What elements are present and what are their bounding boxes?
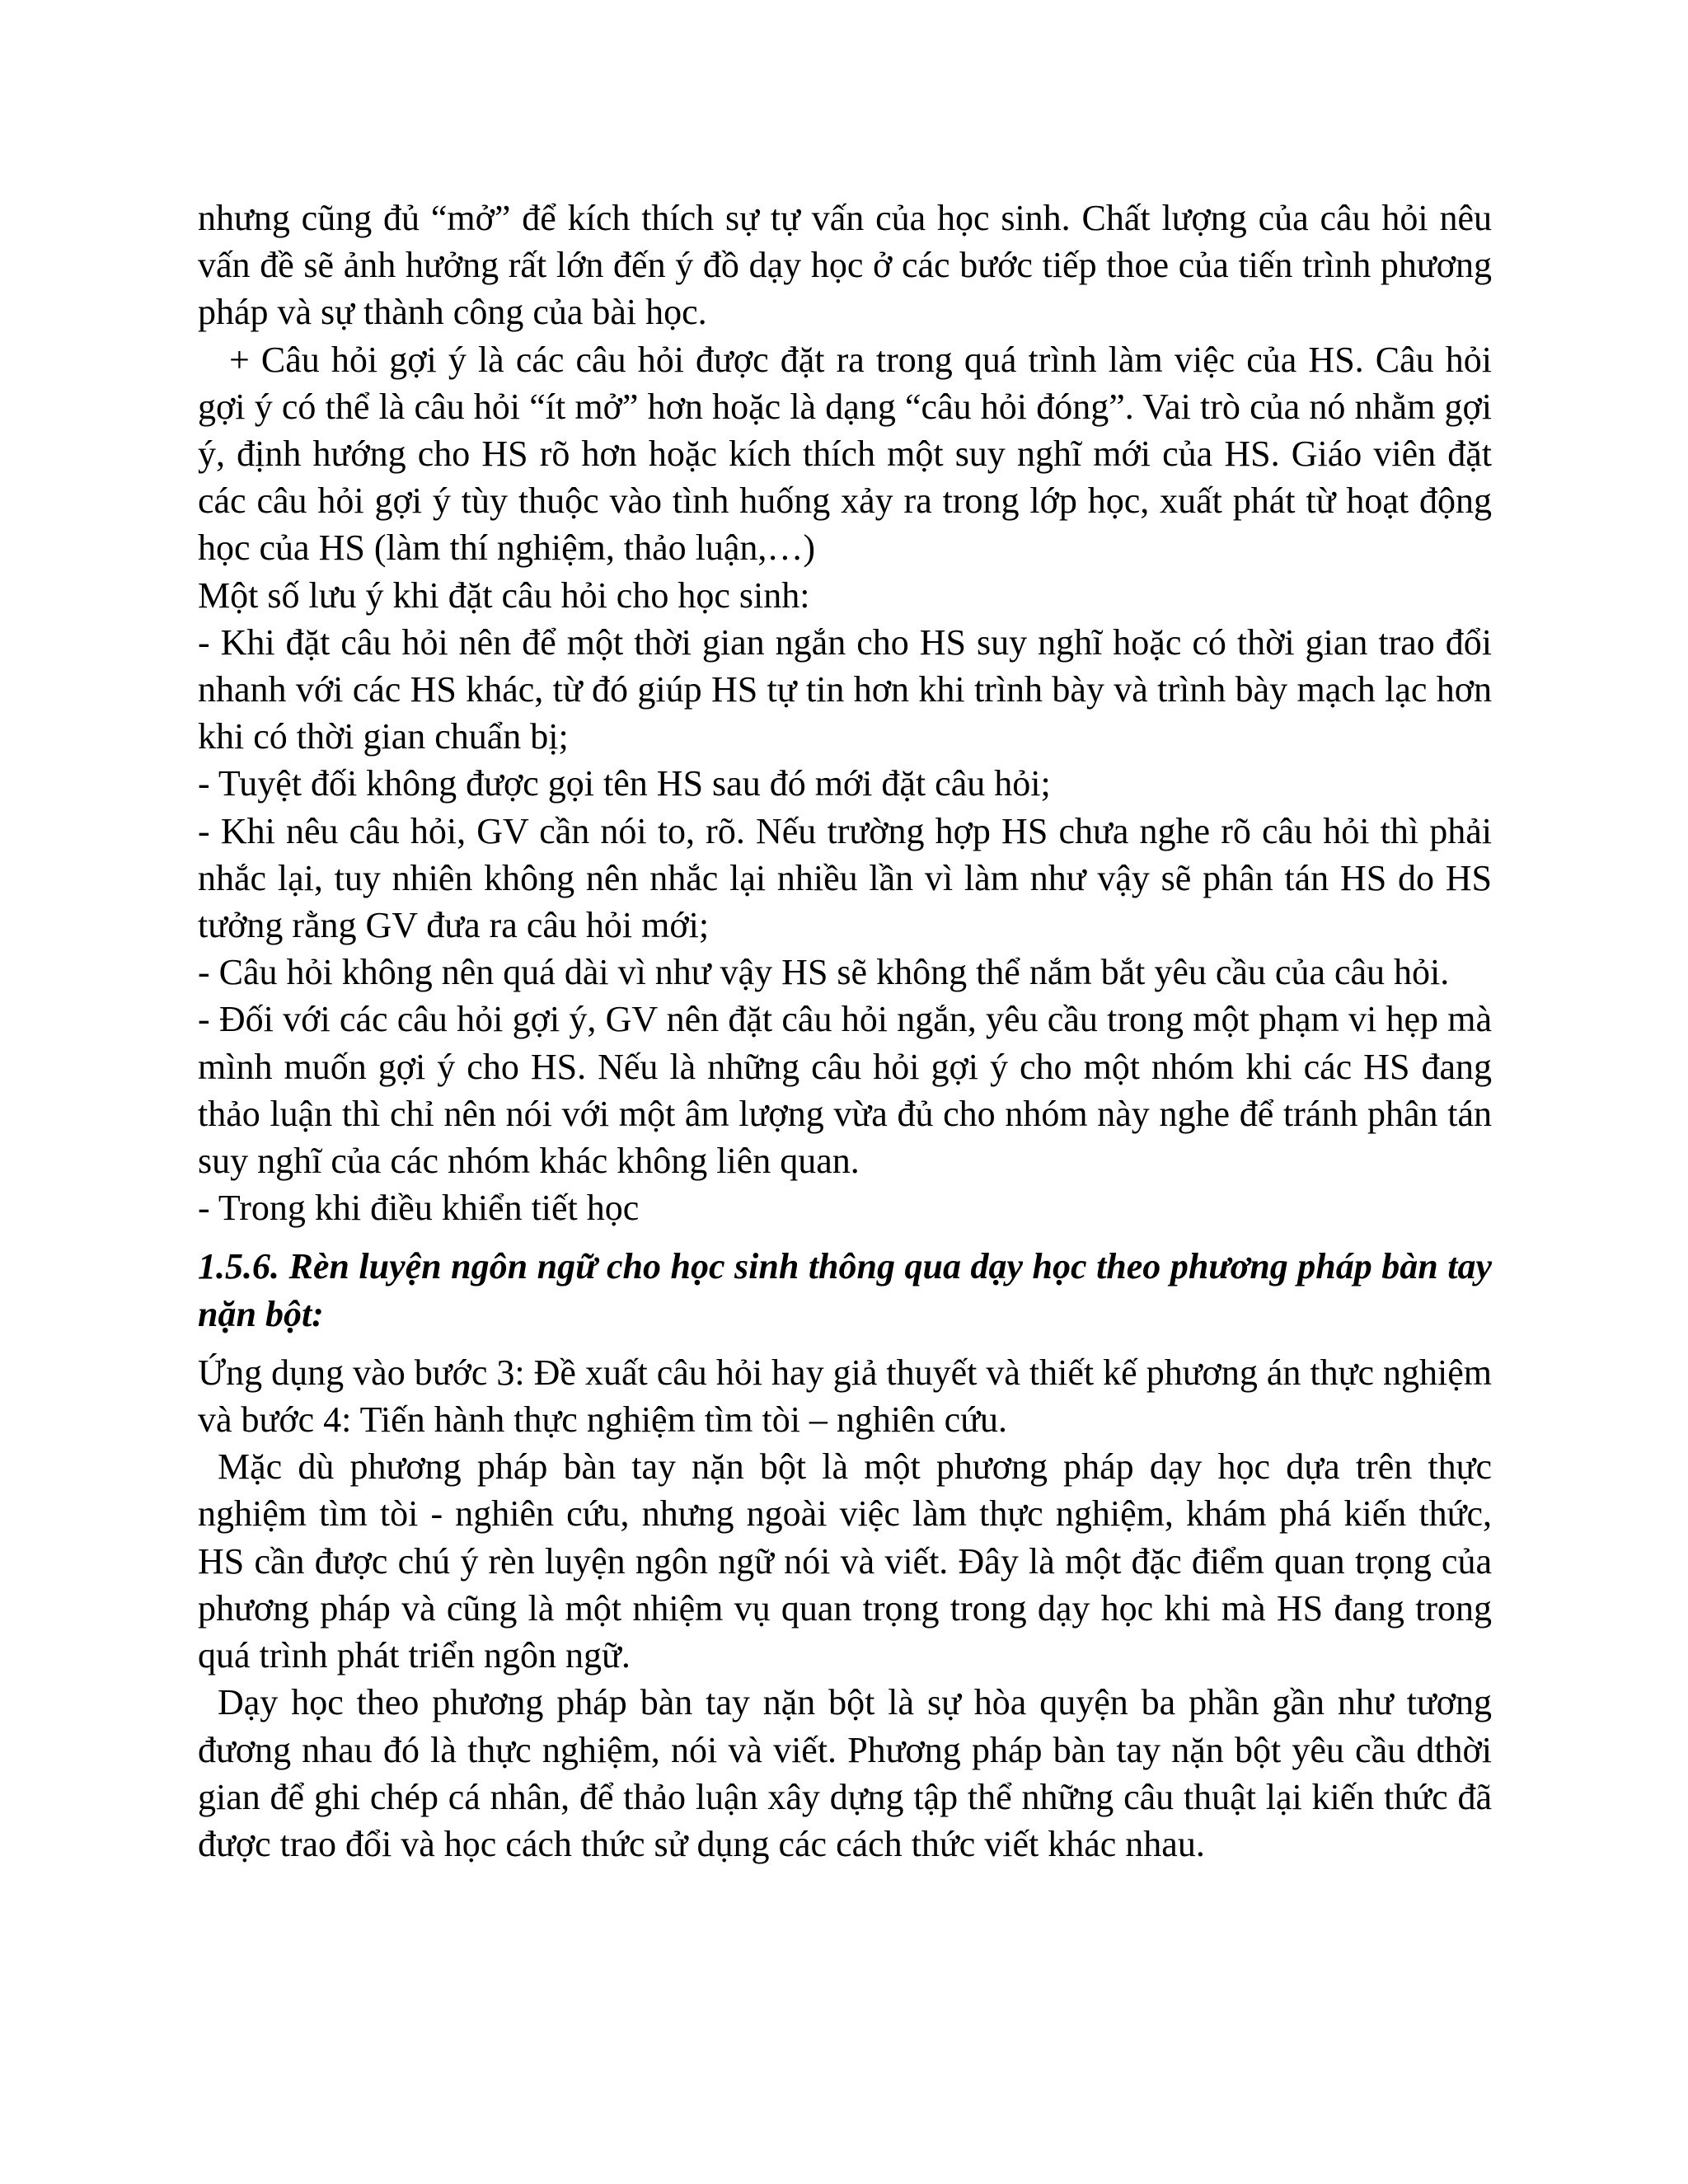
list-item-no-names-first: - Tuyệt đối không được gọi tên HS sau đó mới đặt câu hỏi;	[198, 763, 1051, 804]
paragraph-notes-intro: Một số lưu ý khi đặt câu hỏi cho học sinh:	[198, 574, 810, 616]
paragraph-method-blend: Dạy học theo phương pháp bàn tay nặn bột là sự hòa quyện ba phần gần như tương đương nhau đó là thực nghiệm, nói và viết. Phương pháp bàn tay nặn bột yêu cầu dthời gian để ghi chép cá nhân, để thảo luận xây dựng tập thể những câu thuật lại kiến thức đã được trao đổi và học cách thức sử dụng các cách thức viết khác nhau.	[198, 1682, 1492, 1864]
document-page	[198, 194, 1492, 1868]
section-heading: 1.5.6. Rèn luyện ngôn ngữ cho học sinh thông qua dạy học theo phương pháp bàn tay nặn bột:	[198, 1246, 1492, 1334]
paragraph-language-training: Mặc dù phương pháp bàn tay nặn bột là một phương pháp dạy học dựa trên thực nghiệm tìm tòi - nghiên cứu, nhưng ngoài việc làm thực nghiệm, khám phá kiến thức, HS cần được chú ý rèn luyện ngôn ngữ nói và viết. Đây là một đặc điểm quan trọng của phương pháp và cũng là một nhiệm vụ quan trọng trong dạy học khi mà HS đang trong quá trình phát triển ngôn ngữ.	[198, 1446, 1492, 1676]
list-item-lesson-control: - Trong khi điều khiển tiết học	[198, 1188, 640, 1229]
list-item-short-questions: - Câu hỏi không nên quá dài vì như vậy HS sẽ không thể nắm bắt yêu cầu của câu hỏi.	[198, 952, 1450, 993]
list-item-speak-clearly: - Khi nêu câu hỏi, GV cần nói to, rõ. Nếu trường hợp HS chưa nghe rõ câu hỏi thì phải nhắc lại, tuy nhiên không nên nhắc lại nhiều lần vì làm như vậy sẽ phân tán HS do HS tưởng rằng GV đưa ra câu hỏi mới;	[198, 810, 1492, 946]
paragraph-continuation: nhưng cũng đủ “mở” để kích thích sự tự vấn của học sinh. Chất lượng của câu hỏi nêu vấn đề sẽ ảnh hưởng rất lớn đến ý đồ dạy học ở các bước tiếp thoe của tiến trình phương pháp và sự thành công của bài học.	[198, 198, 1492, 333]
list-item-wait-time: - Khi đặt câu hỏi nên để một thời gian ngắn cho HS suy nghĩ hoặc có thời gian trao đổi nhanh với các HS khác, từ đó giúp HS tự tin hơn khi trình bày và trình bày mạch lạc hơn khi có thời gian chuẩn bị;	[198, 621, 1492, 757]
paragraph-suggestive-questions: + Câu hỏi gợi ý là các câu hỏi được đặt ra trong quá trình làm việc của HS. Câu hỏi gợi ý có thể là câu hỏi “ít mở” hơn hoặc là dạng “câu hỏi đóng”. Vai trò của nó nhằm gợi ý, định hướng cho HS rõ hơn hoặc kích thích một suy nghĩ mới của HS. Giáo viên đặt các câu hỏi gợi ý tùy thuộc vào tình huống xảy ra trong lớp học, xuất phát từ hoạt động học của HS (làm thí nghiệm, thảo luận,…)	[198, 339, 1492, 569]
paragraph-application: Ứng dụng vào bước 3: Đề xuất câu hỏi hay giả thuyết và thiết kế phương án thực nghiệm và bước 4: Tiến hành thực nghiệm tìm tòi – nghiên cứu.	[198, 1352, 1492, 1441]
list-item-suggestive-short: - Đối với các câu hỏi gợi ý, GV nên đặt câu hỏi ngắn, yêu cầu trong một phạm vi hẹp mà mình muốn gợi ý cho HS. Nếu là những câu hỏi gợi ý cho một nhóm khi các HS đang thảo luận thì chỉ nên nói với một âm lượng vừa đủ cho nhóm này nghe để tránh phân tán suy nghĩ của các nhóm khác không liên quan.	[198, 999, 1492, 1182]
